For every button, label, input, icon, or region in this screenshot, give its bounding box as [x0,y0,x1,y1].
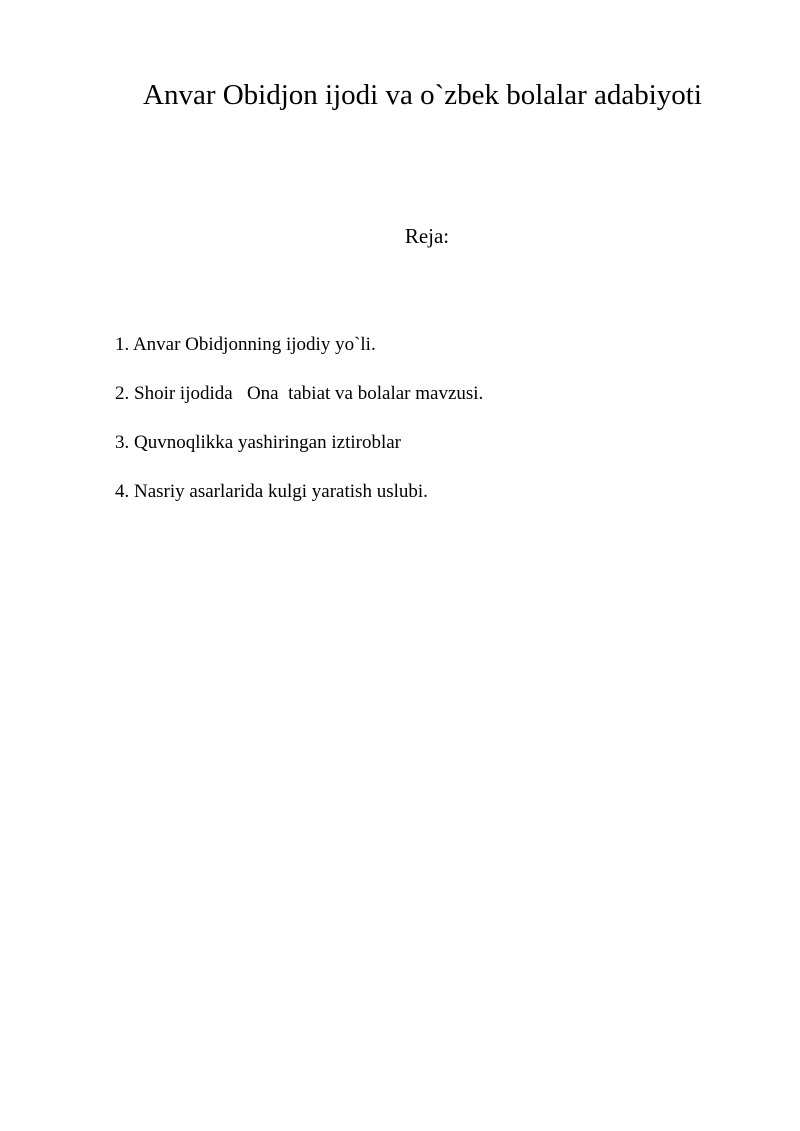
plan-item-2: 2. Shoir ijodida Ona tabiat va bolalar mavzusi. [115,383,484,404]
plan-item-4: 4. Nasriy asarlarida kulgi yaratish uslubi. [115,481,428,502]
document-title: Anvar Obidjon ijodi va o`zbek bolalar adabiyoti [143,79,702,111]
plan-item-1: 1. Anvar Obidjonning ijodiy yo`li. [115,334,376,355]
plan-item-3: 3. Quvnoqlikka yashiringan iztiroblar [115,432,401,453]
plan-list [115,331,483,527]
plan-heading: Reja: [404,224,450,248]
